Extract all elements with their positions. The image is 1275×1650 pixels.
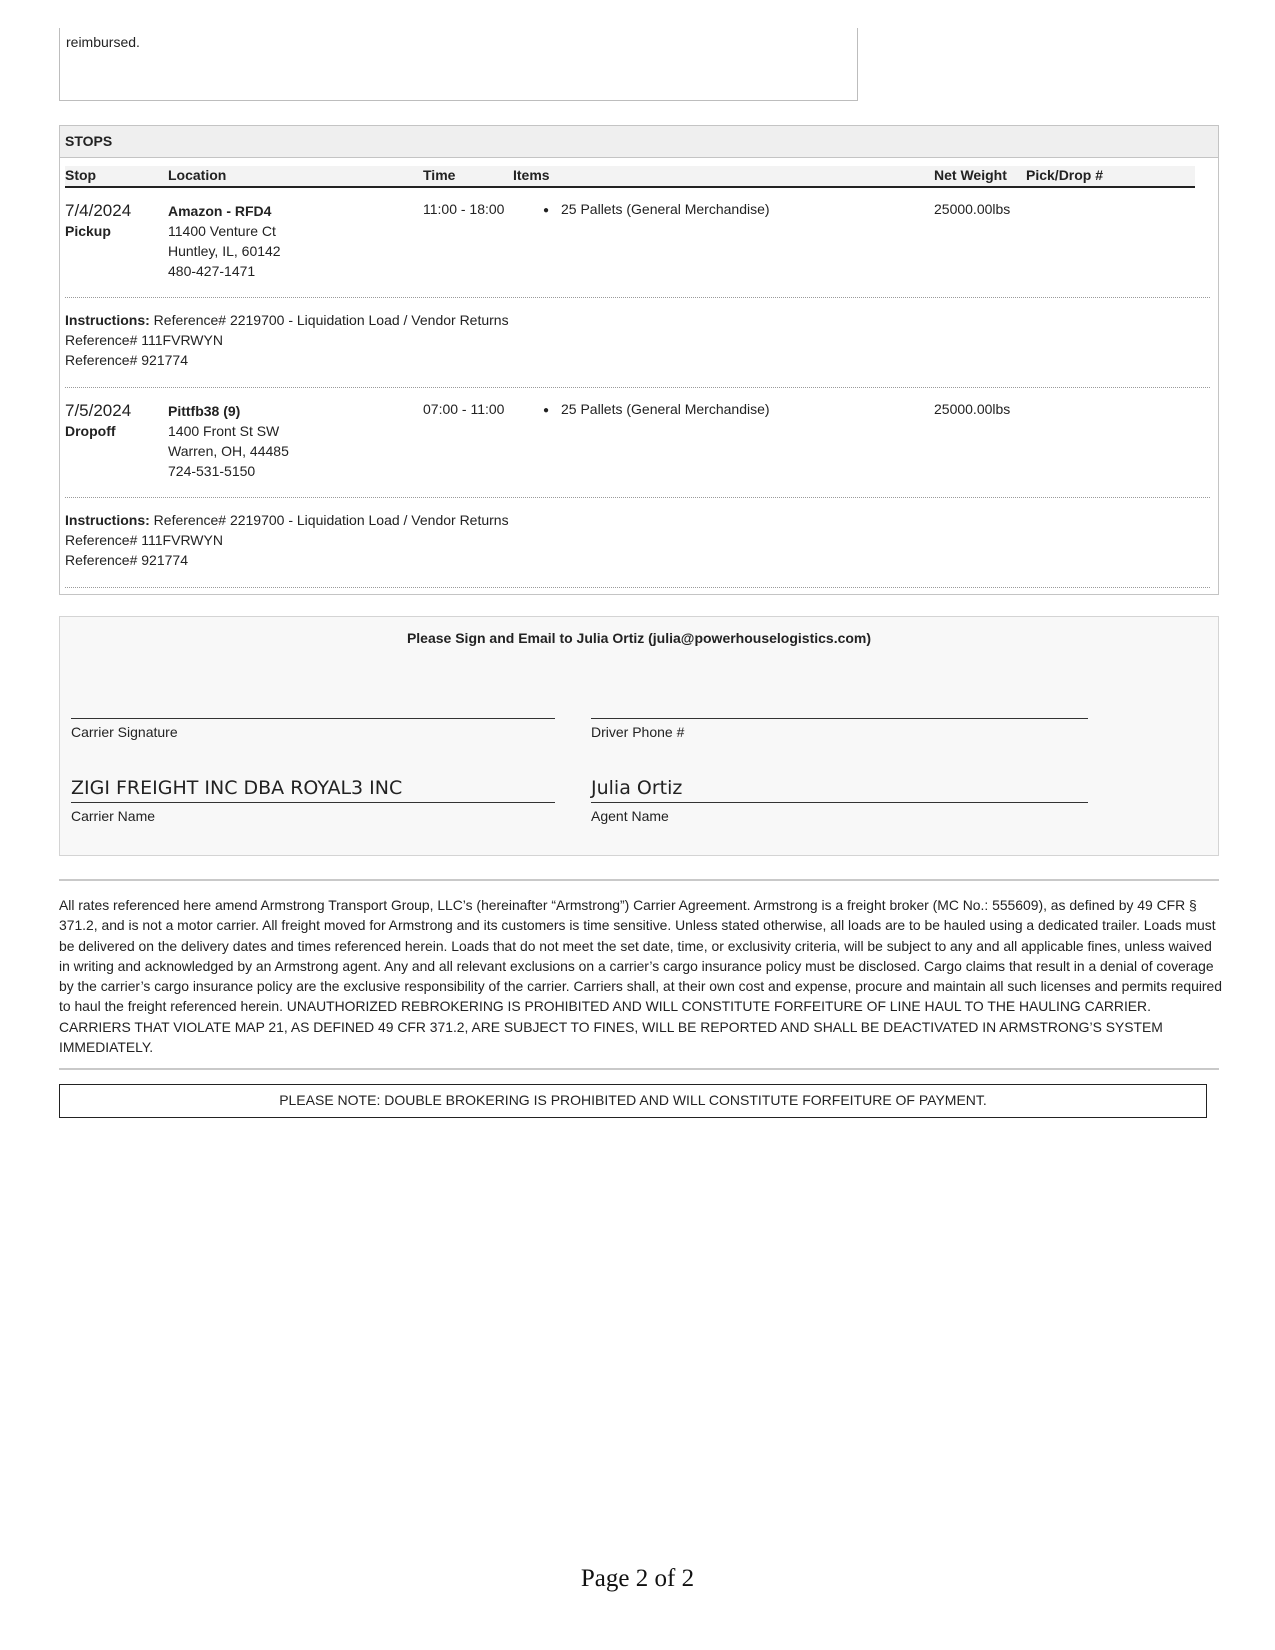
- stops-title: STOPS: [60, 126, 1218, 158]
- double-brokering-note: PLEASE NOTE: DOUBLE BROKERING IS PROHIBITED AND WILL CONSTITUTE FORFEITURE OF PAYMENT.: [59, 1084, 1207, 1118]
- instructions-label: Instructions:: [65, 512, 150, 528]
- row-divider: [65, 297, 1210, 298]
- bullet-icon: ●: [543, 205, 550, 216]
- carrier-name-value: ZIGI FREIGHT INC DBA ROYAL3 INC: [71, 777, 403, 799]
- signature-heading: Please Sign and Email to Julia Ortiz (julia@powerhouselogistics.com): [406, 630, 872, 646]
- item-text: 25 Pallets (General Merchandise): [561, 401, 770, 417]
- stop-instructions: [65, 510, 509, 570]
- stop-row-dropoff: [65, 401, 1215, 481]
- location-address2: Huntley, IL, 60142: [168, 243, 281, 259]
- driver-phone-line[interactable]: [591, 718, 1088, 719]
- stop-weight: 25000.00lbs: [934, 201, 1011, 217]
- instructions-text: Reference# 2219700 - Liquidation Load / Vendor Returns: [153, 312, 509, 328]
- col-items: Items: [513, 167, 550, 183]
- location-name: Amazon - RFD4: [168, 203, 272, 219]
- instructions-text: Reference# 2219700 - Liquidation Load / Vendor Returns: [153, 512, 509, 528]
- col-time: Time: [423, 167, 456, 183]
- stop-item: [543, 201, 770, 217]
- stops-section: [59, 125, 1219, 595]
- legal-bottom-rule: [59, 1068, 1219, 1070]
- agent-name-value: Julia Ortiz: [591, 777, 683, 799]
- stop-time: 11:00 - 18:00: [423, 201, 505, 217]
- instructions-ref3: Reference# 921774: [65, 552, 188, 568]
- col-net-weight: Net Weight: [934, 167, 1007, 183]
- stop-location: [168, 401, 289, 481]
- agent-name-line: [591, 802, 1088, 803]
- stop-date: 7/5/2024: [65, 401, 132, 420]
- instructions-ref3: Reference# 921774: [65, 352, 188, 368]
- driver-phone-label: Driver Phone #: [591, 724, 685, 740]
- row-divider: [65, 587, 1210, 588]
- page-number: Page 2 of 2: [580, 1565, 695, 1592]
- col-location: Location: [168, 167, 227, 183]
- location-phone: 480-427-1471: [168, 263, 256, 279]
- carrier-name-line: [71, 802, 555, 803]
- col-pick-drop: Pick/Drop #: [1026, 167, 1104, 183]
- item-text: 25 Pallets (General Merchandise): [561, 201, 770, 217]
- agent-name-label: Agent Name: [591, 808, 669, 824]
- location-phone: 724-531-5150: [168, 463, 256, 479]
- stop-type: Pickup: [65, 223, 111, 239]
- legal-terms: All rates referenced here amend Armstrong Transport Group, LLC’s (hereinafter “Armstrong”) Carrier Agreement. Armstrong is a freight broker (MC No.: 555609), as defined by 49 CFR § 371.2, and is not a motor carrier. All freight moved for Armstrong and its customers is time sensitive. Unless stated otherwise, all loads are to be hauled using a dedicated trailer. Loads must be delivered on the delivery dates and times referenced herein. Loads that do not meet the set date, time, or exclusivity criteria, will be subject to any and all applicable fines, unless waived in writing and acknowledged by an Armstrong agent. Any and all relevant exclusions on a carrier’s cargo insurance policy must be disclosed. Cargo claims that result in a denial of coverage by the carrier’s cargo insurance policy are the exclusive responsibility of the carrier. Carriers shall, at their own cost and expense, procure and maintain all such licenses and permits required to haul the freight referenced herein. UNAUTHORIZED REBROKERING IS PROHIBITED AND WILL CONSTITUTE FORFEITURE OF LINE HAUL TO THE HAULING CARRIER. CARRIERS THAT VIOLATE MAP 21, AS DEFINED 49 CFR 371.2, ARE SUBJECT TO FINES, WILL BE REPORTED AND SHALL BE DEACTIVATED IN ARMSTRONG’S SYSTEM IMMEDIATELY.: [59, 897, 1223, 1056]
- reimbursement-box: [59, 28, 858, 101]
- reimbursement-text: reimbursed.: [66, 34, 140, 50]
- carrier-signature-label: Carrier Signature: [71, 724, 178, 740]
- stop-instructions: [65, 310, 509, 370]
- stop-date: 7/4/2024: [65, 201, 132, 220]
- stop-time: 07:00 - 11:00: [423, 401, 505, 417]
- instructions-ref2: Reference# 111FVRWYN: [65, 332, 223, 348]
- stop-item: [543, 401, 770, 417]
- stop-location: [168, 201, 281, 281]
- col-stop: Stop: [65, 167, 97, 183]
- stop-type: Dropoff: [65, 423, 116, 439]
- instructions-label: Instructions:: [65, 312, 150, 328]
- location-name: Pittfb38 (9): [168, 403, 241, 419]
- row-divider: [65, 387, 1210, 388]
- location-address2: Warren, OH, 44485: [168, 443, 289, 459]
- bullet-icon: ●: [543, 405, 550, 416]
- stops-column-header: [65, 166, 1195, 188]
- instructions-ref2: Reference# 111FVRWYN: [65, 532, 223, 548]
- carrier-signature-line[interactable]: [71, 718, 555, 719]
- stop-weight: 25000.00lbs: [934, 401, 1011, 417]
- stop-row-pickup: [65, 201, 1215, 281]
- signature-section: [59, 616, 1219, 856]
- carrier-name-label: Carrier Name: [71, 808, 156, 824]
- legal-top-rule: [59, 879, 1219, 881]
- location-address1: 1400 Front St SW: [168, 423, 280, 439]
- row-divider: [65, 497, 1210, 498]
- location-address1: 11400 Venture Ct: [168, 223, 276, 239]
